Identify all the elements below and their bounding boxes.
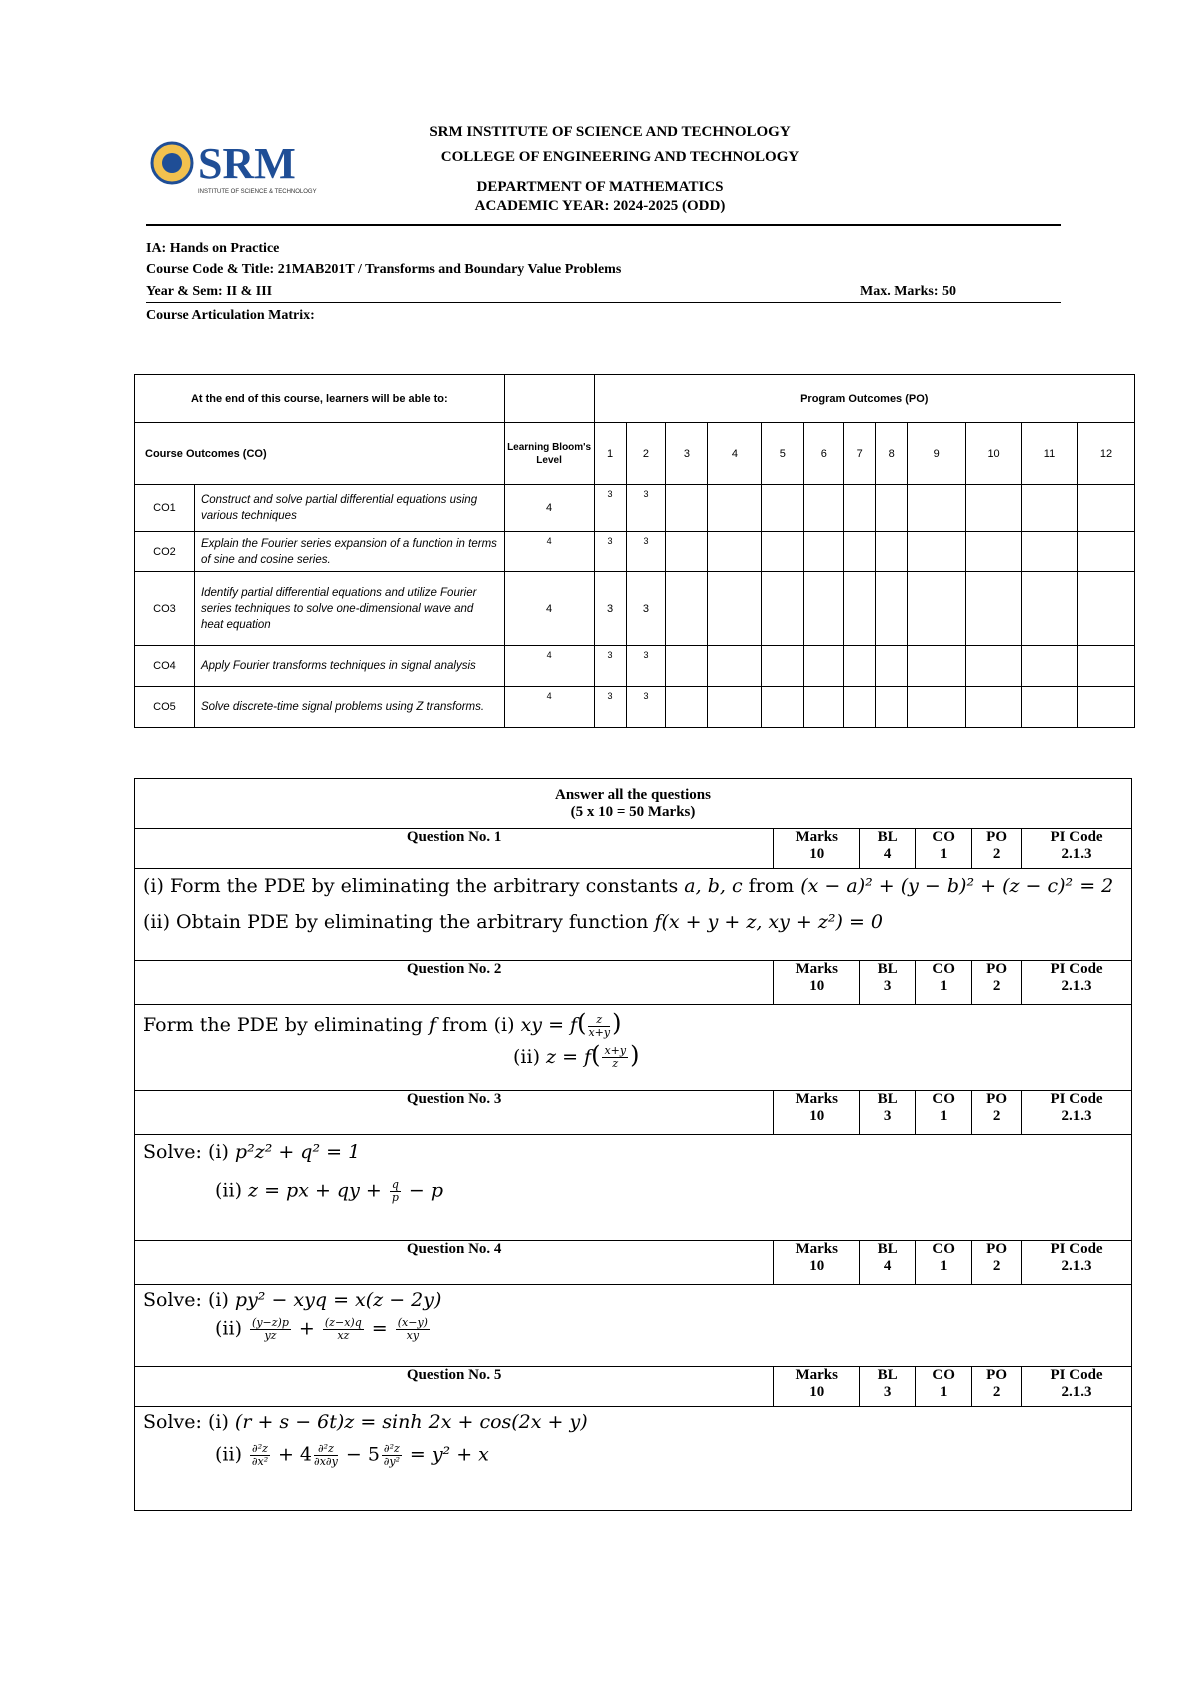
- pi-label: PI Code: [1050, 1091, 1103, 1107]
- po-number: 9: [908, 423, 966, 485]
- pi-value: 2.1.3: [1061, 846, 1092, 862]
- po-label: PO: [986, 1367, 1007, 1383]
- po1-value: 3: [594, 687, 626, 728]
- math-expression: py² − xyq = x(z − 2y): [234, 1289, 442, 1311]
- max-marks: Max. Marks: 50: [860, 284, 957, 299]
- math-expression: a, b, c: [684, 875, 743, 897]
- bl-header: Learning Bloom's Level: [504, 423, 594, 485]
- co-code: CO4: [135, 646, 195, 687]
- bl-label: BL: [877, 1367, 898, 1383]
- co-description: Construct and solve partial differential equations using various techniques: [194, 485, 504, 532]
- marks-value: 10: [809, 978, 825, 994]
- co-description: Apply Fourier transforms techniques in signal analysis: [194, 646, 504, 687]
- po-label: PO: [986, 961, 1007, 977]
- co-code: CO5: [135, 687, 195, 728]
- po-value: 2: [992, 846, 1001, 862]
- question-text: (ii): [215, 1317, 249, 1340]
- marks-value: 10: [809, 846, 825, 862]
- pi-value: 2.1.3: [1061, 978, 1092, 994]
- info-divider: [146, 302, 1061, 303]
- marks-label: Marks: [795, 829, 838, 845]
- marks-value: 10: [809, 1108, 825, 1124]
- marks-label: Marks: [795, 1241, 838, 1257]
- co-code: CO2: [135, 532, 195, 572]
- math-expression: − p: [402, 1179, 444, 1202]
- bl-label: BL: [877, 961, 898, 977]
- po-number: 3: [666, 423, 708, 485]
- question-header-row: [135, 1091, 1132, 1135]
- matrix-label: Course Articulation Matrix:: [146, 308, 315, 323]
- question-text: (ii): [215, 1443, 249, 1466]
- co-label: CO: [932, 1367, 955, 1383]
- college-name: COLLEGE OF ENGINEERING AND TECHNOLOGY: [440, 149, 800, 165]
- marks-label: Marks: [795, 1367, 838, 1383]
- bl-label: BL: [877, 829, 898, 845]
- po1-value: 3: [594, 532, 626, 572]
- pi-value: 2.1.3: [1061, 1384, 1092, 1400]
- po2-value: 3: [626, 646, 666, 687]
- question-body: Solve: (i) py² − xyq = x(z − 2y) (ii) $\frac{(y-z)p}{yz}$ + $\frac{(z-x)q}{xz}$ = $\frac{(x-y)}{xy}$: [135, 1285, 1132, 1367]
- co-label: CO: [932, 829, 955, 845]
- po-value: 2: [992, 1108, 1001, 1124]
- logo-subtext: INSTITUTE OF SCIENCE & TECHNOLOGY: [198, 189, 317, 195]
- po-value: 2: [992, 1258, 1001, 1274]
- question-text: (ii) Obtain PDE by eliminating the arbitrary function: [143, 911, 655, 933]
- math-expression: (x − a)² + (y − b)² + (z − c)² = 2: [800, 875, 1114, 897]
- co-header: Course Outcomes (CO): [135, 423, 505, 485]
- po-label: PO: [986, 1091, 1007, 1107]
- bl-value: 4: [504, 646, 594, 687]
- co-description: Identify partial differential equations and utilize Fourier series techniques to solve one-dimensional wave and heat equation: [194, 572, 504, 646]
- bl-label: BL: [877, 1241, 898, 1257]
- co-value: 1: [939, 846, 948, 862]
- question-title: Question No. 1: [135, 829, 774, 869]
- bl-value: 3: [883, 978, 892, 994]
- math-expression: xy = f: [520, 1014, 578, 1036]
- question-text: (ii): [215, 1179, 249, 1202]
- po-number: 8: [876, 423, 908, 485]
- bl-value: 4: [504, 572, 594, 646]
- math-expression: (r + s − 6t)z = sinh 2x + cos(2x + y): [234, 1411, 588, 1433]
- table-row: [135, 646, 1135, 687]
- po-number: 1: [594, 423, 626, 485]
- co-value: 1: [939, 978, 948, 994]
- ia-label: IA: Hands on Practice: [146, 241, 280, 256]
- table-row: [135, 485, 1135, 532]
- fraction: $\frac{q}{p}$: [391, 1178, 399, 1204]
- bl-value: 4: [504, 532, 594, 572]
- question-body: [135, 869, 1132, 961]
- question-title: Question No. 5: [135, 1367, 774, 1407]
- co-code: CO1: [135, 485, 195, 532]
- institute-name: SRM INSTITUTE OF SCIENCE AND TECHNOLOGY: [429, 124, 791, 140]
- po-number: 10: [966, 423, 1022, 485]
- po2-value: 3: [626, 687, 666, 728]
- co-label: CO: [932, 961, 955, 977]
- question-text: from (i): [436, 1014, 521, 1036]
- po1-value: 3: [594, 572, 626, 646]
- po1-value: 3: [594, 485, 626, 532]
- po2-value: 3: [626, 532, 666, 572]
- question-header-row: [135, 829, 1132, 869]
- co-value: 1: [939, 1384, 948, 1400]
- fraction: $\frac{x+y}{z}$: [604, 1044, 627, 1070]
- fraction: $\frac{(x-y)}{xy}$: [397, 1316, 428, 1342]
- bl-value: 4: [883, 1258, 892, 1274]
- co-value: 1: [939, 1108, 948, 1124]
- pi-value: 2.1.3: [1061, 1108, 1092, 1124]
- po-number: 2: [626, 423, 666, 485]
- question-header-row: [135, 961, 1132, 1005]
- articulation-matrix: [134, 374, 1135, 728]
- po-number: 11: [1022, 423, 1078, 485]
- po-value: 2: [992, 1384, 1001, 1400]
- question-body: Form the PDE by eliminating f from (i) xy = f( $\frac{z}{x+y}$ ) (ii) z = f( $\frac{x+y}{z}$ ): [135, 1005, 1132, 1091]
- co-code: CO3: [135, 572, 195, 646]
- po-number: 12: [1077, 423, 1134, 485]
- fraction: $\frac{\text{∂²z}}{\text{∂y²}}$: [383, 1442, 401, 1468]
- math-expression: z = f: [546, 1045, 592, 1068]
- po-label: PO: [986, 829, 1007, 845]
- po2-value: 3: [626, 572, 666, 646]
- po2-value: 3: [626, 485, 666, 532]
- fraction: $\frac{z}{x+y}$: [588, 1012, 611, 1039]
- table-row: [135, 572, 1135, 646]
- question-text: (i) Form the PDE by eliminating the arbitrary constants: [143, 875, 685, 897]
- po1-value: 3: [594, 646, 626, 687]
- question-header-row: [135, 1241, 1132, 1285]
- po-header: Program Outcomes (PO): [594, 375, 1134, 423]
- math-expression: = y² + x: [403, 1443, 489, 1466]
- question-text: Solve: (i): [143, 1289, 235, 1311]
- questions-table: [134, 778, 1132, 1511]
- question-title: Question No. 4: [135, 1241, 774, 1285]
- bl-value: 4: [504, 687, 594, 728]
- questions-instruction: Answer all the questions: [555, 786, 711, 803]
- question-text: (ii): [513, 1045, 547, 1068]
- year-sem: Year & Sem: II & III: [146, 284, 273, 299]
- fraction: $\frac{\text{∂²z}}{\partial x\partial y}$: [314, 1442, 338, 1468]
- course-title: Course Code & Title: 21MAB201T / Transforms and Boundary Value Problems: [146, 262, 622, 277]
- math-expression: p²z² + q² = 1: [234, 1141, 361, 1163]
- department-name: DEPARTMENT OF MATHEMATICS: [476, 179, 724, 195]
- question-text: Form the PDE by eliminating: [143, 1014, 429, 1036]
- po-label: PO: [986, 1241, 1007, 1257]
- bl-value: 4: [883, 846, 892, 862]
- bl-value: 3: [883, 1384, 892, 1400]
- question-text: Solve: (i): [143, 1141, 235, 1163]
- questions-marks-total: (5 x 10 = 50 Marks): [570, 803, 696, 820]
- po-number: 7: [844, 423, 876, 485]
- academic-year: ACADEMIC YEAR: 2024-2025 (ODD): [474, 198, 726, 214]
- math-expression: f: [428, 1014, 436, 1036]
- question-text: Solve: (i): [143, 1411, 235, 1433]
- co-description: Explain the Fourier series expansion of a function in terms of sine and cosine series.: [194, 532, 504, 572]
- po-number: 5: [762, 423, 804, 485]
- co-description: Solve discrete-time signal problems using Z transforms.: [194, 687, 504, 728]
- question-title: Question No. 3: [135, 1091, 774, 1135]
- srm-logo: [150, 138, 330, 200]
- po-value: 2: [992, 978, 1001, 994]
- pi-value: 2.1.3: [1061, 1258, 1092, 1274]
- header-divider: [146, 224, 1061, 226]
- pi-label: PI Code: [1050, 961, 1103, 977]
- fraction: $\frac{(z-x)q}{xz}$: [324, 1316, 362, 1342]
- co-label: CO: [932, 1091, 955, 1107]
- question-header-row: [135, 1367, 1132, 1407]
- question-body: [135, 1135, 1132, 1241]
- logo-text: SRM: [198, 139, 296, 188]
- fraction: $\frac{\text{∂²z}}{\text{∂x²}}$: [251, 1442, 269, 1468]
- marks-value: 10: [809, 1258, 825, 1274]
- pi-label: PI Code: [1050, 829, 1103, 845]
- math-expression: f(x + y + z, xy + z²) = 0: [654, 911, 883, 933]
- bl-value: 3: [883, 1108, 892, 1124]
- question-title: Question No. 2: [135, 961, 774, 1005]
- pi-label: PI Code: [1050, 1241, 1103, 1257]
- pi-label: PI Code: [1050, 1367, 1103, 1383]
- table-row: [135, 687, 1135, 728]
- bl-value: 4: [504, 485, 594, 532]
- po-number: 4: [708, 423, 762, 485]
- question-body: Solve: (i) (r + s − 6t)z = sinh 2x + cos(2x + y) (ii) $\frac{\text{∂²z}}{\text{∂x²}}$ + 4 $\frac{\text{∂²z}}{\partial x\partial y}$ − 5 $\frac{\text{∂²z}}{\text{∂y²}}$ = y² + x: [135, 1407, 1132, 1511]
- math-expression: z = px + qy +: [248, 1179, 388, 1202]
- co-value: 1: [939, 1258, 948, 1274]
- co-label: CO: [932, 1241, 955, 1257]
- fraction: $\frac{(y-z)p}{yz}$: [252, 1316, 289, 1342]
- question-text: from: [742, 875, 801, 897]
- marks-label: Marks: [795, 1091, 838, 1107]
- po-number: 6: [804, 423, 844, 485]
- marks-label: Marks: [795, 961, 838, 977]
- matrix-intro: At the end of this course, learners will be able to:: [135, 375, 505, 423]
- bl-label: BL: [877, 1091, 898, 1107]
- table-row: [135, 532, 1135, 572]
- marks-value: 10: [809, 1384, 825, 1400]
